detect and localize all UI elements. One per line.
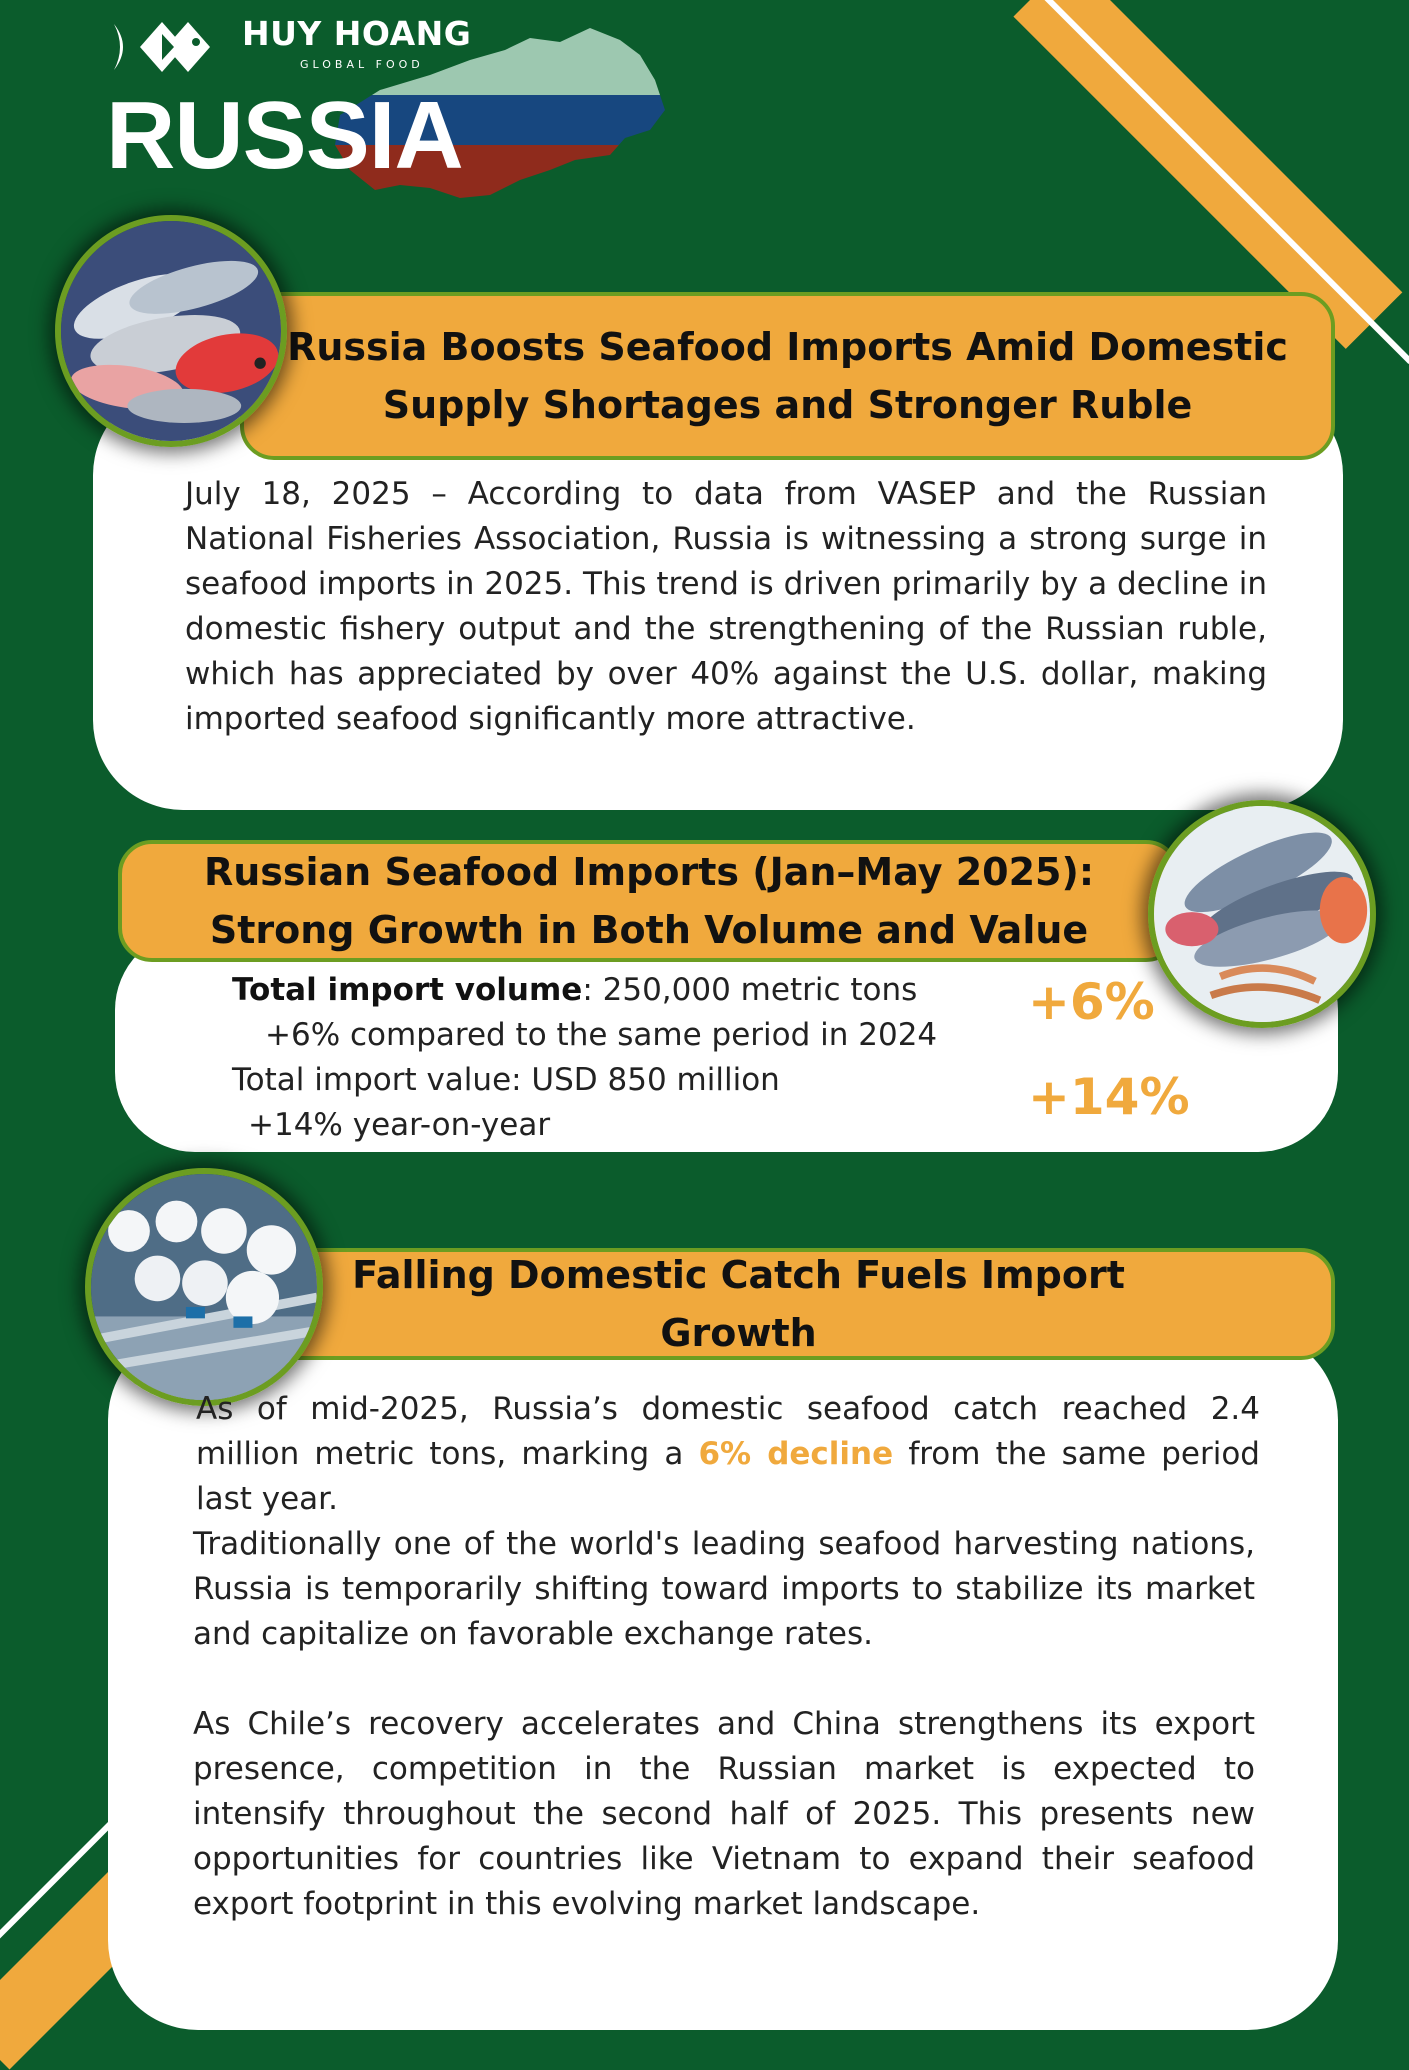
page-title: RUSSIA (106, 82, 463, 189)
fish-pile-photo (55, 215, 287, 447)
brand-name: HUY HOANG (242, 14, 472, 53)
section3-paragraph-2: Traditionally one of the world's leading seafood harvesting nations, Russia is temporarily shifting toward imports to stabilize its market and capitalize on favorable exchange rates. (193, 1526, 1255, 1652)
fish-on-ice-photo (1148, 800, 1376, 1028)
section3-paragraph-3: As Chile’s recovery accelerates and China strengthens its export presence, competition in the Russian market is expected to intensify throughout the second half of 2025. This presents new opportunities for countries like Vietnam to expand their seafood export footprint in this evolving market landscape. (193, 1706, 1255, 1922)
volume-value: : 250,000 metric tons (582, 972, 918, 1008)
volume-change: +6% compared to the same period in 2024 (265, 1017, 938, 1053)
section1-body: July 18, 2025 – According to data from VASEP and the Russian National Fisheries Association, Russia is witnessing a strong surge in seafood imports in 2025. This trend is driven primarily by a decline in domestic fishery output and the strengthening of the Russian ruble, which has appreciated by over 40% against the U.S. dollar, making imported seafood significantly more attractive. (185, 476, 1267, 737)
processing-workers-photo (85, 1168, 323, 1406)
volume-label: Total import volume (232, 972, 583, 1008)
section1-title-text: Russia Boosts Seafood Imports Amid Domestic Supply Shortages and Stronger Ruble (287, 325, 1288, 427)
brand-tagline: GLOBAL FOOD (300, 58, 424, 71)
value-growth-badge: +14% (1028, 1068, 1190, 1126)
section3-paragraph-1 (196, 1387, 1260, 1522)
volume-line (232, 968, 917, 1013)
section3-p1-after: from the same period last year. (196, 1436, 1260, 1517)
section3-title-text: Falling Domestic Catch Fuels Import Growth (352, 1253, 1125, 1355)
value-change: +14% year-on-year (248, 1107, 551, 1143)
section2-title (118, 840, 1180, 962)
fish-logo-icon (110, 12, 220, 82)
value-line: Total import value: USD 850 million (232, 1062, 780, 1098)
section2-title-text: Russian Seafood Imports (Jan–May 2025): Strong Growth in Both Volume and Value (203, 850, 1095, 952)
section3-title (262, 1248, 1335, 1360)
section1-title (240, 292, 1335, 460)
section3-p1-before: As of mid-2025, Russia’s domestic seafood catch reached 2.4 million metric tons, marking a (196, 1391, 1260, 1472)
decline-highlight: 6% decline (698, 1436, 894, 1472)
volume-growth-badge: +6% (1028, 973, 1155, 1031)
